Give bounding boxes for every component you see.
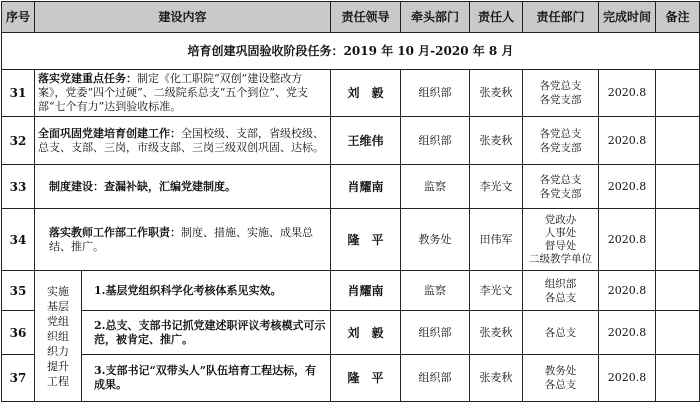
resp-dept-line: 人事处 (544, 226, 577, 239)
resp-dept-line: 各党总支 (539, 127, 582, 140)
row-lead-dept: 组织部 (401, 117, 470, 165)
row-leader: 隆 平 (331, 209, 401, 271)
row-resp-dept (523, 70, 599, 117)
resp-dept-line: 各党总支 (539, 80, 582, 92)
header-row (2, 2, 700, 33)
row-lead-dept: 组织部 (401, 355, 470, 402)
col-header-time: 完成时间 (599, 2, 656, 33)
row-lead-dept: 组织部 (401, 311, 470, 355)
row-note (656, 117, 700, 165)
row-number: 33 (2, 165, 35, 209)
section-row (2, 33, 700, 70)
table-row (2, 117, 700, 165)
row-content (35, 117, 331, 165)
row-number: 37 (2, 355, 35, 402)
row-lead-dept: 监察 (401, 271, 470, 311)
table-row (2, 271, 700, 311)
resp-dept-line: 教务处 (544, 365, 577, 377)
row-leader: 肖耀南 (331, 271, 401, 311)
table-row (2, 70, 700, 117)
row-note (656, 355, 700, 402)
col-header-leader: 责任领导 (331, 2, 401, 33)
row-content (35, 70, 331, 117)
table-row (2, 165, 700, 209)
row-leader: 王维伟 (331, 117, 401, 165)
col-header-no: 序号 (2, 2, 35, 33)
row-person: 田伟军 (470, 209, 523, 271)
row-number: 32 (2, 117, 35, 165)
row-resp-dept (523, 209, 599, 271)
row-content-desc: 查漏补缺，汇编党建制度。 (104, 179, 236, 193)
row-lead-dept: 监察 (401, 165, 470, 209)
row-time: 2020.8 (599, 311, 656, 355)
row-content-title: 落实教师工作部工作职责： (49, 225, 181, 239)
table-row (2, 311, 700, 355)
resp-dept-line: 各总支 (544, 291, 577, 304)
row-resp-dept (523, 165, 599, 209)
row-note (656, 70, 700, 117)
row-content-title: 全面巩固党建培育创建工作： (38, 126, 181, 140)
row-leader: 刘 毅 (331, 311, 401, 355)
row-item: 2.总支、支部书记抓党建述职评议考核模式可示范，被肯定、推广。 (82, 311, 331, 355)
row-content-desc: 制定《化工职院“双创”建设整改方案》，党委“四个过硬”、二级院系总支“五个到位”、党支部“七个有力”达到验收标准。 (38, 72, 308, 113)
row-person: 张麦秋 (470, 355, 523, 402)
row-time: 2020.8 (599, 355, 656, 402)
resp-dept-line: 二级教学单位 (529, 252, 593, 265)
row-time: 2020.8 (599, 209, 656, 271)
row-time: 2020.8 (599, 165, 656, 209)
row-person: 李光文 (470, 271, 523, 311)
row-person: 张麦秋 (470, 70, 523, 117)
table-row (2, 355, 700, 402)
col-header-lead-dept: 牵头部门 (401, 2, 470, 33)
row-resp-dept (523, 271, 599, 311)
row-number: 35 (2, 271, 35, 311)
row-leader: 刘 毅 (331, 70, 401, 117)
table-row (2, 209, 700, 271)
row-resp-dept (523, 311, 599, 355)
resp-dept-line: 组织部 (544, 277, 577, 290)
resp-dept-line: 督导处 (544, 239, 577, 252)
row-item: 1.基层党组织科学化考核体系见实效。 (82, 271, 331, 311)
row-person: 李光文 (470, 165, 523, 209)
row-resp-dept (523, 117, 599, 165)
resp-dept-line: 各党总支 (539, 173, 582, 186)
row-content (35, 165, 331, 209)
row-lead-dept: 组织部 (401, 70, 470, 117)
row-content-desc: 制度、措施、实施、成果总结、推广。 (49, 225, 313, 253)
row-content-desc: 全国校级、支部，省级校级、总支、支部、三岗，市级支部、三岗三级双创巩固、达标。 (38, 126, 324, 154)
row-content-title: 落实党建重点任务： (38, 72, 137, 85)
group-label: 实施基层党组织组织力提升工程 (35, 271, 82, 402)
resp-dept-line: 各党支部 (539, 187, 582, 200)
col-header-content: 建设内容 (35, 2, 331, 33)
row-number: 36 (2, 311, 35, 355)
row-note (656, 311, 700, 355)
col-header-person: 责任人 (470, 2, 523, 33)
task-table (1, 1, 700, 402)
row-number: 31 (2, 70, 35, 117)
row-leader: 肖耀南 (331, 165, 401, 209)
section-title: 培育创建巩固验收阶段任务：2019 年 10 月-2020 年 8 月 (2, 33, 700, 70)
row-note (656, 209, 700, 271)
row-time: 2020.8 (599, 271, 656, 311)
resp-dept-line: 各党支部 (539, 141, 582, 154)
row-time: 2020.8 (599, 117, 656, 165)
row-note (656, 271, 700, 311)
col-header-resp-dept: 责任部门 (523, 2, 599, 33)
row-lead-dept: 教务处 (401, 209, 470, 271)
row-item: 3.支部书记“双带头人”队伍培育工程达标，有成果。 (82, 355, 331, 402)
row-resp-dept (523, 355, 599, 402)
resp-dept-line: 各总支 (544, 326, 577, 339)
row-person: 张麦秋 (470, 311, 523, 355)
row-note (656, 165, 700, 209)
resp-dept-line: 各总支 (544, 379, 577, 391)
col-header-note: 备注 (656, 2, 700, 33)
resp-dept-line: 党政办 (544, 213, 577, 226)
row-content (35, 209, 331, 271)
resp-dept-line: 各党支部 (539, 94, 582, 106)
row-time: 2020.8 (599, 70, 656, 117)
row-number: 34 (2, 209, 35, 271)
row-content-title: 制度建设： (49, 179, 104, 193)
row-person: 张麦秋 (470, 117, 523, 165)
row-leader: 隆 平 (331, 355, 401, 402)
